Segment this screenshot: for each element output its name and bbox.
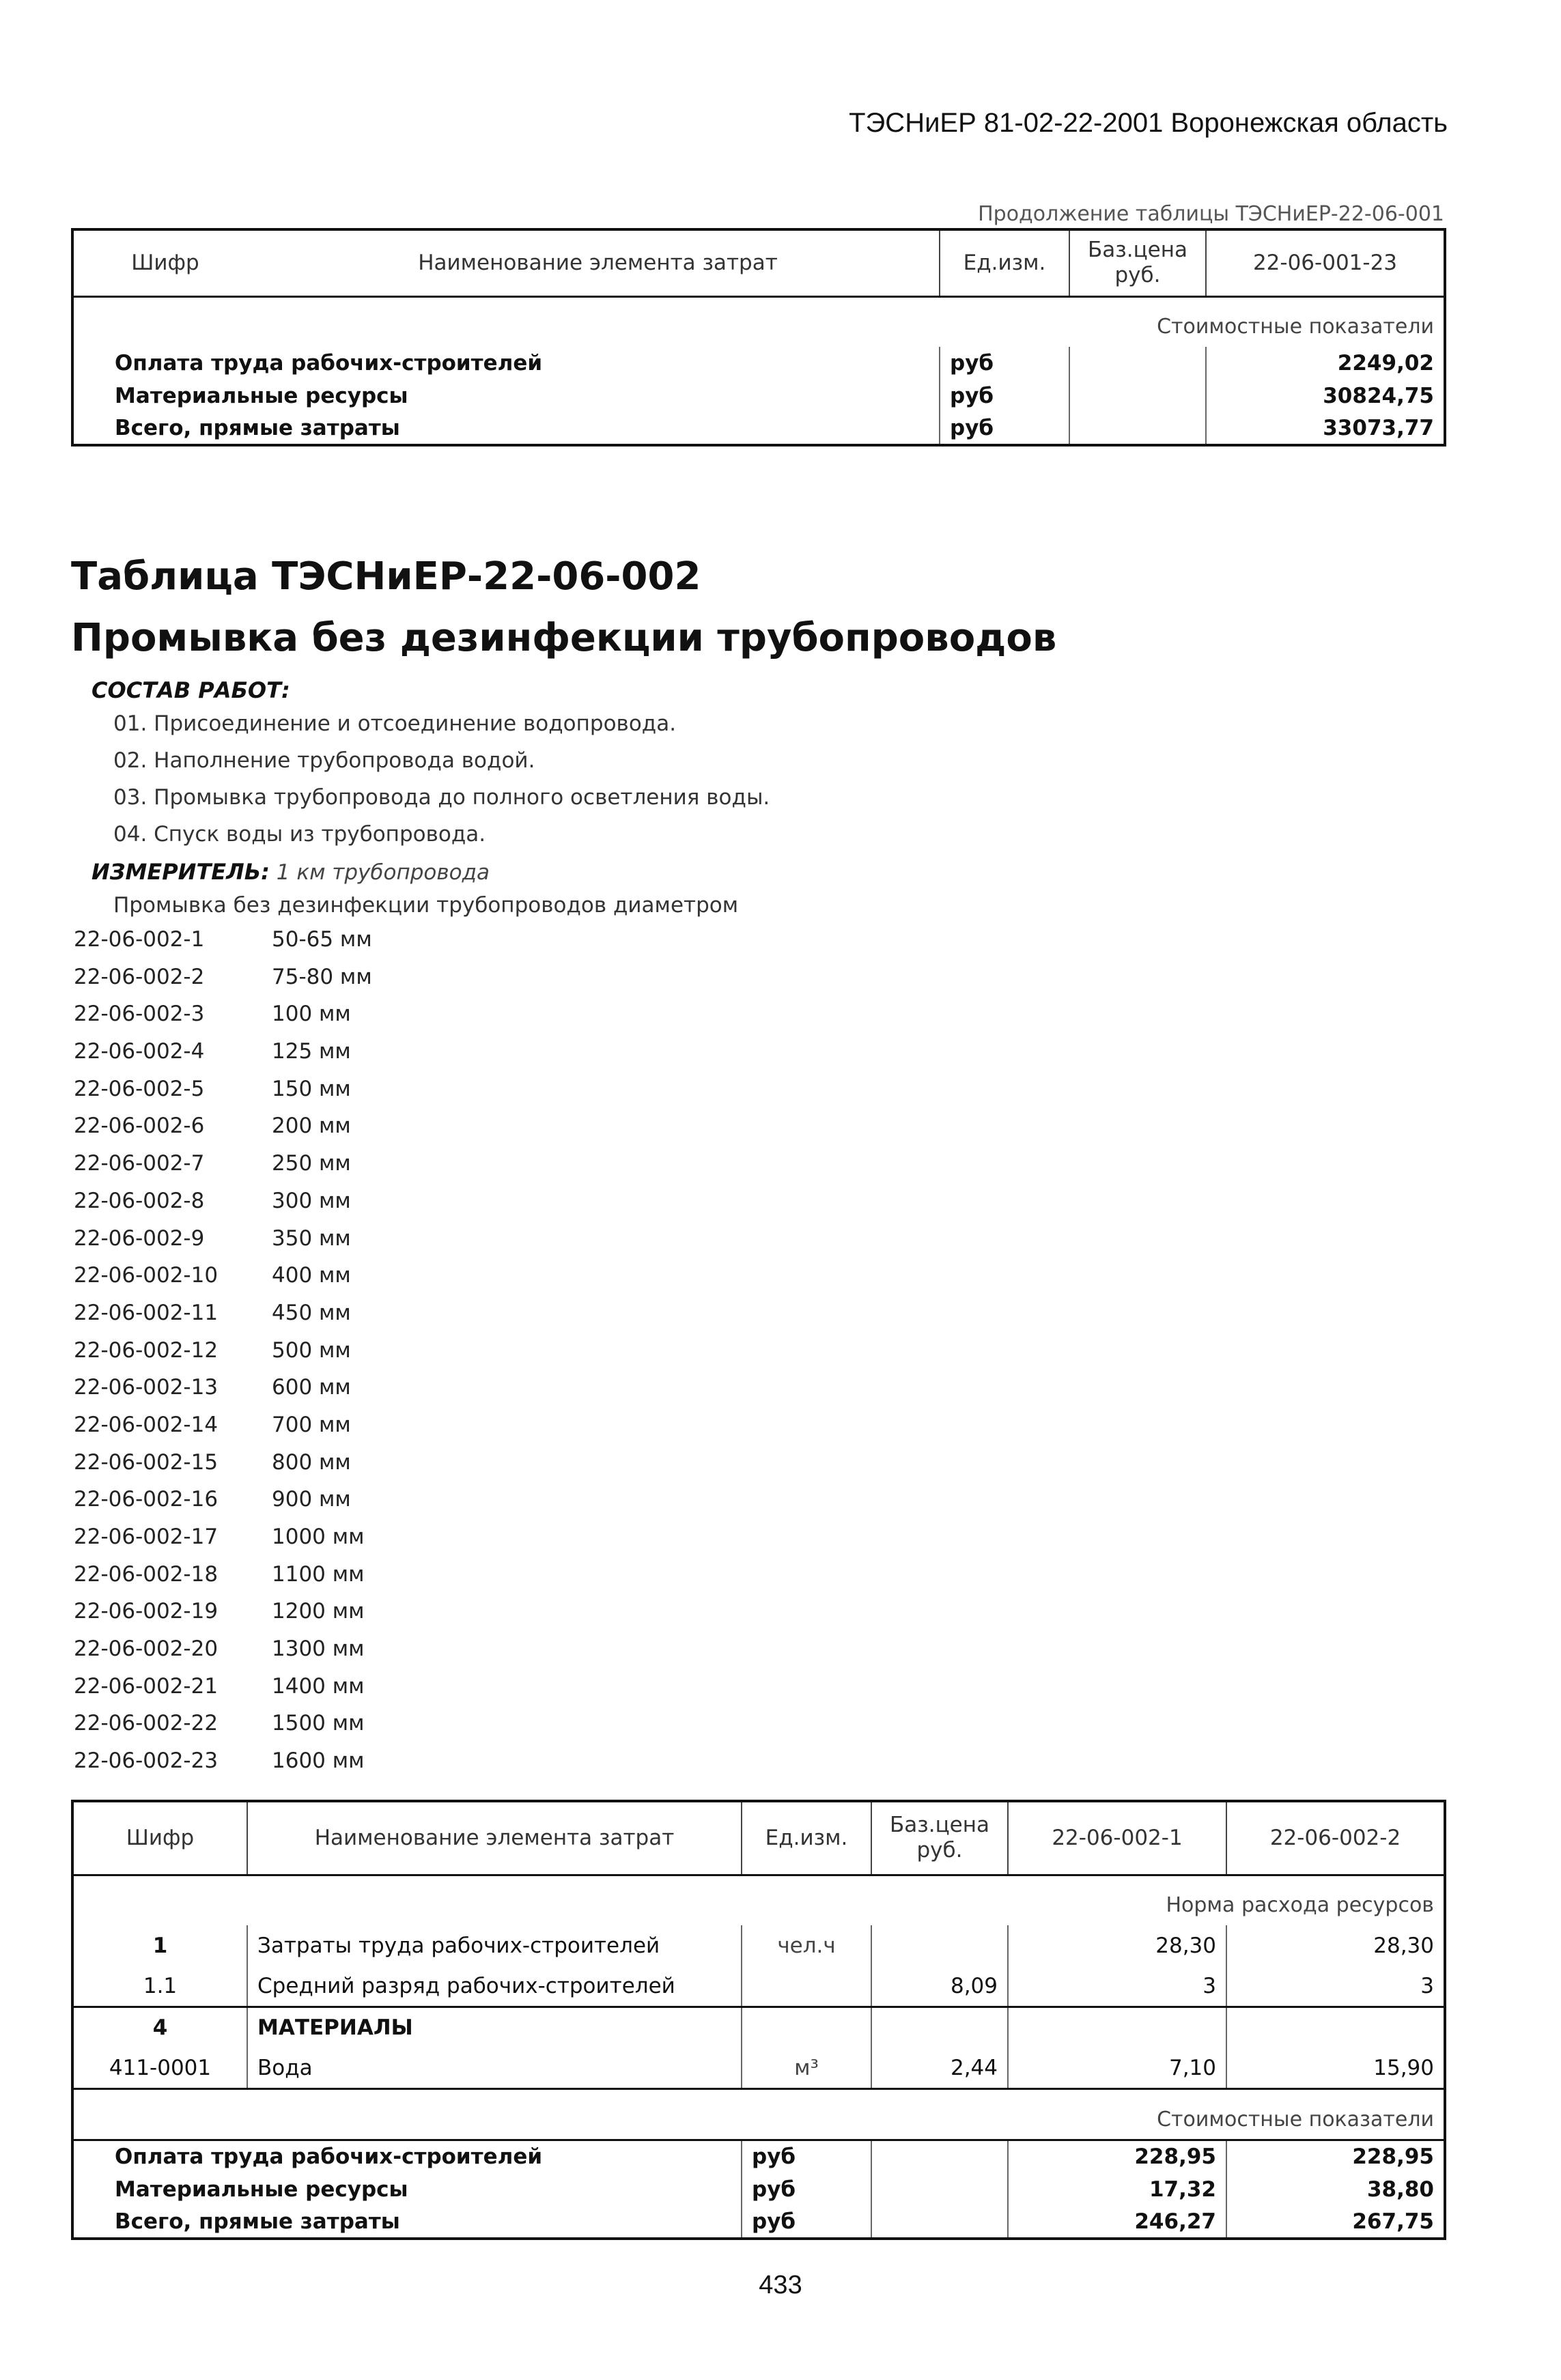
norm-row <box>72 1925 1445 1966</box>
code-row <box>74 927 372 965</box>
cost-unit: руб <box>742 2140 871 2173</box>
size-value: 1000 мм <box>272 1525 365 1549</box>
meter-label: ИЗМЕРИТЕЛЬ: <box>92 859 270 885</box>
code-row <box>74 1748 372 1786</box>
norms-table <box>71 1800 1446 2240</box>
cost-row <box>72 2173 1445 2206</box>
cost-price <box>1069 380 1206 412</box>
code-value: 22-06-002-9 <box>74 1226 205 1251</box>
code-value: 22-06-002-1 <box>74 927 205 952</box>
code-row <box>74 1151 372 1189</box>
code-value: 22-06-002-18 <box>74 1561 219 1587</box>
cost-name: Оплата труда рабочих-строителей <box>115 2144 543 2170</box>
norm-v1: 28,30 <box>1008 1925 1226 1966</box>
norm-code: 4 <box>152 2015 168 2041</box>
size-value: 75-80 мм <box>272 964 372 989</box>
cost-unit: руб <box>742 2173 871 2206</box>
norm-unit: чел.ч <box>742 1925 871 1966</box>
size-value: 300 мм <box>272 1188 351 1213</box>
page-number: 433 <box>759 2271 802 2299</box>
cost-v1: 246,27 <box>1008 2206 1226 2239</box>
header-price: Баз.цена руб. <box>1069 229 1206 296</box>
code-row <box>74 1114 372 1151</box>
work-item: 04. Спуск воды из трубопровода. <box>113 822 486 847</box>
norm-v1: 3 <box>1008 1966 1226 2007</box>
norm-code: 411-0001 <box>109 2055 212 2080</box>
code-row <box>74 1002 372 1039</box>
code-value: 22-06-002-10 <box>74 1263 219 1288</box>
norm-name: МАТЕРИАЛЫ <box>247 2007 742 2048</box>
cost-v1: 228,95 <box>1008 2140 1226 2173</box>
cost-v1: 17,32 <box>1008 2173 1226 2206</box>
cost-unit: руб <box>940 380 1069 412</box>
norm-v2: 3 <box>1226 1966 1445 2007</box>
header-col2: 22-06-002-2 <box>1226 1801 1445 1875</box>
code-row <box>74 1375 372 1413</box>
cost-price <box>871 2140 1008 2173</box>
norm-row <box>72 2007 1445 2048</box>
code-row <box>74 1077 372 1114</box>
header-name: Наименование элемента затрат <box>418 251 778 276</box>
size-value: 1600 мм <box>272 1748 365 1774</box>
code-value: 22-06-002-6 <box>74 1114 205 1139</box>
norm-price: 2,44 <box>871 2048 1008 2089</box>
size-value: 450 мм <box>272 1300 351 1325</box>
cost-value: 2249,02 <box>1206 347 1445 380</box>
code-row <box>74 1711 372 1748</box>
code-row <box>74 1039 372 1077</box>
code-value: 22-06-002-20 <box>74 1637 219 1662</box>
meter-line <box>92 859 490 885</box>
header-unit: Ед.изм. <box>940 229 1069 296</box>
norm-unit <box>742 2007 871 2048</box>
header-code: Шифр <box>131 251 199 276</box>
size-value: 1200 мм <box>272 1599 365 1624</box>
code-value: 22-06-002-8 <box>74 1188 205 1213</box>
norm-v1 <box>1008 2007 1226 2048</box>
code-value: 22-06-002-12 <box>74 1337 219 1363</box>
code-value: 22-06-002-5 <box>74 1076 205 1101</box>
code-row <box>74 1338 372 1376</box>
norm-name: Вода <box>247 2048 742 2089</box>
code-value: 22-06-002-19 <box>74 1599 219 1624</box>
cost-name: Оплата труда рабочих-строителей <box>115 350 543 376</box>
code-row <box>74 965 372 1002</box>
header-col1: 22-06-001-23 <box>1206 229 1445 296</box>
code-row <box>74 1450 372 1488</box>
header-col1: 22-06-002-1 <box>1008 1801 1226 1875</box>
section-norm: Норма расхода ресурсов <box>72 1875 1445 1925</box>
norm-code: 1.1 <box>143 1973 178 1998</box>
norm-v2 <box>1226 2007 1445 2048</box>
code-value: 22-06-002-11 <box>74 1300 219 1325</box>
code-row <box>74 1301 372 1338</box>
size-value: 125 мм <box>272 1039 351 1064</box>
cost-price <box>1069 412 1206 445</box>
cost-price <box>871 2173 1008 2206</box>
code-row <box>74 1226 372 1264</box>
norm-code: 1 <box>152 1933 168 1958</box>
code-value: 22-06-002-3 <box>74 1002 205 1027</box>
code-value: 22-06-002-16 <box>74 1487 219 1512</box>
cost-row <box>72 2206 1445 2239</box>
norm-price <box>871 1925 1008 1966</box>
cost-value: 30824,75 <box>1206 380 1445 412</box>
norm-price: 8,09 <box>871 1966 1008 2007</box>
code-value: 22-06-002-22 <box>74 1711 219 1736</box>
code-row <box>74 1562 372 1600</box>
norm-unit: м³ <box>742 2048 871 2089</box>
norm-row <box>72 2048 1445 2089</box>
cost-price <box>1069 347 1206 380</box>
meter-value: 1 км трубопровода <box>276 860 490 885</box>
cost-unit: руб <box>940 347 1069 380</box>
code-value: 22-06-002-7 <box>74 1151 205 1176</box>
code-row <box>74 1263 372 1301</box>
code-row <box>74 1413 372 1450</box>
size-value: 150 мм <box>272 1076 351 1101</box>
cost-v2: 38,80 <box>1226 2173 1445 2206</box>
list-intro: Промывка без дезинфекции трубопроводов диаметром <box>113 893 739 918</box>
norm-unit <box>742 1966 871 2007</box>
cost-name: Материальные ресурсы <box>115 2177 408 2202</box>
code-value: 22-06-002-15 <box>74 1449 219 1475</box>
cost-unit: руб <box>742 2206 871 2239</box>
cost-value: 33073,77 <box>1206 412 1445 445</box>
cost-unit: руб <box>940 412 1069 445</box>
header-unit: Ед.изм. <box>742 1801 871 1875</box>
cost-name: Материальные ресурсы <box>115 383 408 408</box>
code-value: 22-06-002-17 <box>74 1525 219 1549</box>
table-subtitle: Промывка без дезинфекции трубопроводов <box>71 616 1057 660</box>
code-row <box>74 1189 372 1226</box>
size-value: 1400 мм <box>272 1673 365 1699</box>
code-value: 22-06-002-14 <box>74 1412 219 1437</box>
cost-v2: 267,75 <box>1226 2206 1445 2239</box>
code-list <box>74 927 372 1786</box>
size-value: 500 мм <box>272 1337 351 1363</box>
size-value: 50-65 мм <box>272 927 372 952</box>
work-item: 02. Наполнение трубопровода водой. <box>113 748 535 773</box>
size-value: 1500 мм <box>272 1711 365 1736</box>
work-item: 03. Промывка трубопровода до полного осветления воды. <box>113 785 770 810</box>
work-item: 01. Присоединение и отсоединение водопровода. <box>113 711 677 736</box>
norm-price <box>871 2007 1008 2048</box>
cost-row <box>72 2140 1445 2173</box>
work-label: СОСТАВ РАБОТ: <box>92 677 290 703</box>
continuation-caption: Продолжение таблицы ТЭСНиЕР-22-06-001 <box>978 202 1444 226</box>
code-row <box>74 1487 372 1525</box>
norm-row <box>72 1966 1445 2007</box>
size-value: 900 мм <box>272 1487 351 1512</box>
size-value: 600 мм <box>272 1375 351 1400</box>
norm-name: Затраты труда рабочих-строителей <box>247 1925 742 1966</box>
size-value: 250 мм <box>272 1151 351 1176</box>
cost-row <box>72 380 1445 412</box>
cost-row <box>72 347 1445 380</box>
size-value: 400 мм <box>272 1263 351 1288</box>
norm-v2: 15,90 <box>1226 2048 1445 2089</box>
size-value: 700 мм <box>272 1412 351 1437</box>
running-header: ТЭСНиЕР 81-02-22-2001 Воронежская область <box>849 108 1448 138</box>
code-row <box>74 1637 372 1674</box>
norm-v1: 7,10 <box>1008 2048 1226 2089</box>
norm-v2: 28,30 <box>1226 1925 1445 1966</box>
continuation-table <box>71 228 1446 447</box>
section-cost: Стоимостные показатели <box>72 2089 1445 2140</box>
code-row <box>74 1599 372 1637</box>
code-value: 22-06-002-21 <box>74 1673 219 1699</box>
cost-v2: 228,95 <box>1226 2140 1445 2173</box>
size-value: 100 мм <box>272 1002 351 1027</box>
code-row <box>74 1674 372 1712</box>
code-value: 22-06-002-4 <box>74 1039 205 1064</box>
code-value: 22-06-002-23 <box>74 1748 219 1774</box>
code-row <box>74 1525 372 1562</box>
header-name: Наименование элемента затрат <box>247 1801 742 1875</box>
table-title: Таблица ТЭСНиЕР-22-06-002 <box>71 554 701 599</box>
cost-price <box>871 2206 1008 2239</box>
section-cost: Стоимостные показатели <box>72 296 1445 347</box>
norm-name: Средний разряд рабочих-строителей <box>247 1966 742 2007</box>
size-value: 1300 мм <box>272 1637 365 1662</box>
header-price: Баз.цена руб. <box>871 1801 1008 1875</box>
size-value: 350 мм <box>272 1226 351 1251</box>
cost-name: Всего, прямые затраты <box>115 415 400 440</box>
code-value: 22-06-002-2 <box>74 964 205 989</box>
size-value: 1100 мм <box>272 1561 365 1587</box>
header-code: Шифр <box>126 1826 195 1851</box>
size-value: 200 мм <box>272 1114 351 1139</box>
size-value: 800 мм <box>272 1449 351 1475</box>
work-items <box>113 711 770 859</box>
cost-row <box>72 412 1445 445</box>
code-value: 22-06-002-13 <box>74 1375 219 1400</box>
cost-name: Всего, прямые затраты <box>115 2209 400 2234</box>
